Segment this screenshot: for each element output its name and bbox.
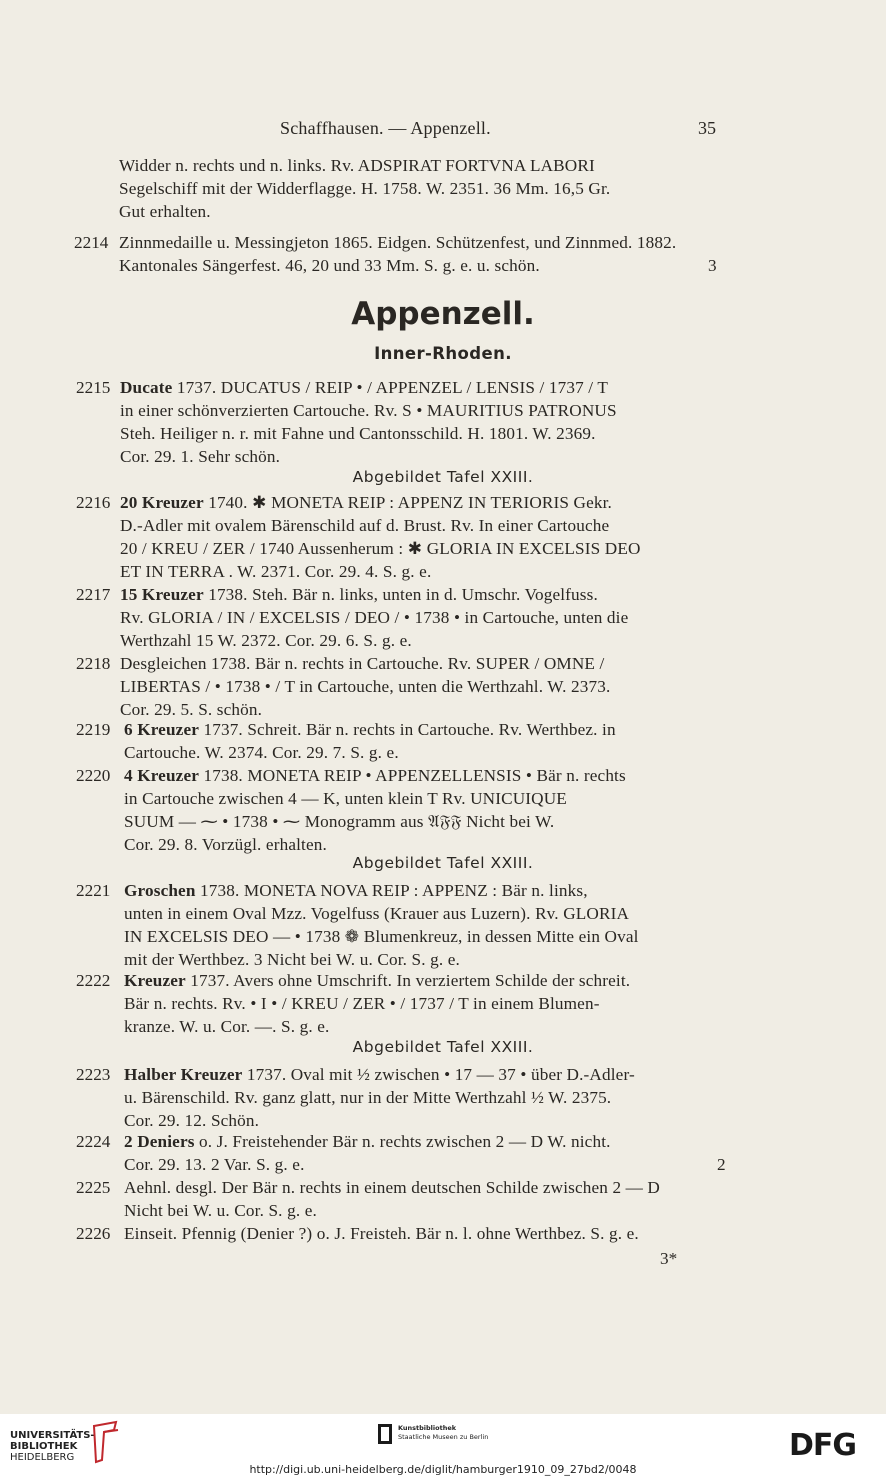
entry-line: Cor. 29. 12. Schön. <box>124 1111 260 1130</box>
entry-line: 2 Deniers o. J. Freistehender Bär n. rechts zwischen 2 — D W. nicht. <box>124 1132 611 1151</box>
entry-name: 4 Kreuzer <box>124 766 200 785</box>
entry-line: 4 Kreuzer 1738. MONETA REIP • APPENZELLENSIS • Bär n. rechts <box>124 766 626 785</box>
entry-line: 15 Kreuzer 1738. Steh. Bär n. links, unten in d. Umschr. Vogelfuss. <box>120 585 598 604</box>
entry-name: Halber Kreuzer <box>124 1065 243 1084</box>
entry-number: 2214 <box>74 233 109 252</box>
library-line: HEIDELBERG <box>10 1452 75 1463</box>
entry-line: Zinnmedaille u. Messingjeton 1865. Eidgen. Schützenfest, und Zinnmed. 1882. <box>119 233 677 252</box>
running-header-title: Schaffhausen. — Appenzell. <box>280 118 491 138</box>
entry-line: IN EXCELSIS DEO — • 1738 ❁ Blumenkreuz, in dessen Mitte ein Oval <box>124 927 639 946</box>
entry-number: 2222 <box>76 971 111 990</box>
section-title: Appenzell. <box>351 296 535 332</box>
entry-line: Rv. GLORIA / IN / EXCELSIS / DEO / • 1738 • in Cartouche, unten die <box>120 608 629 627</box>
entry-line: Halber Kreuzer 1737. Oval mit ½ zwischen • 17 — 37 • über D.-Adler- <box>124 1065 635 1084</box>
entry-number: 2224 <box>76 1132 111 1151</box>
library-name <box>10 1430 95 1463</box>
entry-name: 15 Kreuzer <box>120 585 204 604</box>
entry-line: Ducate 1737. DUCATUS / REIP • / APPENZEL / LENSIS / 1737 / T <box>120 378 609 397</box>
entry-line: Cor. 29. 1. Sehr schön. <box>120 447 281 466</box>
plate-reference: Abgebildet Tafel XXIII. <box>352 1038 534 1056</box>
entry-line: Aehnl. desgl. Der Bär n. rechts in einem deutschen Schilde zwischen 2 — D <box>124 1178 660 1197</box>
entry-line: Groschen 1738. MONETA NOVA REIP : APPENZ : Bär n. links, <box>124 881 588 900</box>
entry-line: Bär n. rechts. Rv. • I • / KREU / ZER • / 1737 / T in einem Blumen- <box>124 994 600 1013</box>
entry-name: Groschen <box>124 881 196 900</box>
entry-line: 20 Kreuzer 1740. ✱ MONETA REIP : APPENZ IN TERIORIS Gekr. <box>120 493 612 512</box>
entry-number: 2221 <box>76 881 111 900</box>
entry-line: unten in einem Oval Mzz. Vogelfuss (Krauer aus Luzern). Rv. GLORIA <box>124 904 630 923</box>
entry-line: in Cartouche zwischen 4 — K, unten klein T Rv. UNICUIQUE <box>124 789 567 808</box>
library-line: UNIVERSITÄTS- <box>10 1430 95 1441</box>
entry-number: 2225 <box>76 1178 111 1197</box>
entry-line: D.-Adler mit ovalem Bärenschild auf d. Brust. Rv. In einer Cartouche <box>120 516 610 535</box>
entry-name: 20 Kreuzer <box>120 493 204 512</box>
entry-name: Kreuzer <box>124 971 186 990</box>
entry-name: Ducate <box>120 378 173 397</box>
entry-line: Nicht bei W. u. Cor. S. g. e. <box>124 1201 317 1220</box>
entry-number: 2215 <box>76 378 111 397</box>
entry-number: 2223 <box>76 1065 111 1084</box>
plate-reference: Abgebildet Tafel XXIII. <box>352 854 534 872</box>
dfg-logo: DFG <box>789 1428 857 1463</box>
entry-line: kranze. W. u. Cor. —. S. g. e. <box>124 1017 330 1036</box>
entry-number: 2226 <box>76 1224 111 1243</box>
kunstbibliothek-logo-icon <box>378 1424 392 1444</box>
entry-line: 6 Kreuzer 1737. Schreit. Bär n. rechts in Cartouche. Rv. Werthbez. in <box>124 720 616 739</box>
entry-line: Kantonales Sängerfest. 46, 20 und 33 Mm. S. g. e. u. schön. <box>119 256 540 275</box>
entry-line: Cartouche. W. 2374. Cor. 29. 7. S. g. e. <box>124 743 399 762</box>
entry-line: in einer schönverzierten Cartouche. Rv. S • MAURITIUS PATRONUS <box>120 401 617 420</box>
kunstbibliothek-label: Kunstbibliothek Staatliche Museen zu Berlin <box>398 1424 489 1441</box>
entry-line: mit der Werthbez. 3 Nicht bei W. u. Cor. S. g. e. <box>124 950 460 969</box>
intro-line: Segelschiff mit der Widderflagge. H. 1758. W. 2351. 36 Mm. 16,5 Gr. <box>119 179 611 198</box>
entry-price: 3 <box>708 256 717 275</box>
intro-line: Widder n. rechts und n. links. Rv. ADSPIRAT FORTVNA LABORI <box>119 156 595 175</box>
entry-line: Desgleichen 1738. Bär n. rechts in Cartouche. Rv. SUPER / OMNE / <box>120 654 605 673</box>
plate-reference: Abgebildet Tafel XXIII. <box>352 468 534 486</box>
entry-line: Cor. 29. 8. Vorzügl. erhalten. <box>124 835 327 854</box>
entry-line: Werthzahl 15 W. 2372. Cor. 29. 6. S. g. e. <box>120 631 412 650</box>
intro-line: Gut erhalten. <box>119 202 211 221</box>
library-line: BIBLIOTHEK <box>10 1441 78 1452</box>
entry-line: Cor. 29. 5. S. schön. <box>120 700 263 719</box>
entry-line: LIBERTAS / • 1738 • / T in Cartouche, unten die Werthzahl. W. 2373. <box>120 677 611 696</box>
entry-line: 20 / KREU / ZER / 1740 Aussenherum : ✱ GLORIA IN EXCELSIS DEO <box>120 539 641 558</box>
entry-line: SUUM — ⁓ • 1738 • ⁓ Monogramm aus 𝔄𝔉𝔉 Nicht bei W. <box>124 812 555 831</box>
university-library-logo-icon <box>88 1420 124 1464</box>
entry-line: Steh. Heiliger n. r. mit Fahne und Cantonsschild. H. 1801. W. 2369. <box>120 424 596 443</box>
entry-price: 2 <box>717 1155 726 1174</box>
entry-number: 2216 <box>76 493 111 512</box>
entry-number: 2218 <box>76 654 111 673</box>
page-number: 35 <box>698 118 716 138</box>
entry-name: 2 Deniers <box>124 1132 195 1151</box>
entry-line: Einseit. Pfennig (Denier ?) o. J. Freisteh. Bär n. l. ohne Werthbez. S. g. e. <box>124 1224 639 1243</box>
entry-name: 6 Kreuzer <box>124 720 200 739</box>
entry-line: Kreuzer 1737. Avers ohne Umschrift. In verziertem Schilde der schreit. <box>124 971 631 990</box>
entry-line: Cor. 29. 13. 2 Var. S. g. e. <box>124 1155 305 1174</box>
signature-mark: 3* <box>660 1249 678 1268</box>
entry-line: ET IN TERRA . W. 2371. Cor. 29. 4. S. g. e. <box>120 562 432 581</box>
entry-number: 2217 <box>76 585 111 604</box>
entry-number: 2220 <box>76 766 111 785</box>
source-url[interactable]: http://digi.ub.uni-heidelberg.de/diglit/hamburger1910_09_27bd2/0048 <box>249 1463 637 1476</box>
entry-line: u. Bärenschild. Rv. ganz glatt, nur in der Mitte Werthzahl ½ W. 2375. <box>124 1088 612 1107</box>
entry-number: 2219 <box>76 720 111 739</box>
subsection-title: Inner-Rhoden. <box>374 344 512 363</box>
